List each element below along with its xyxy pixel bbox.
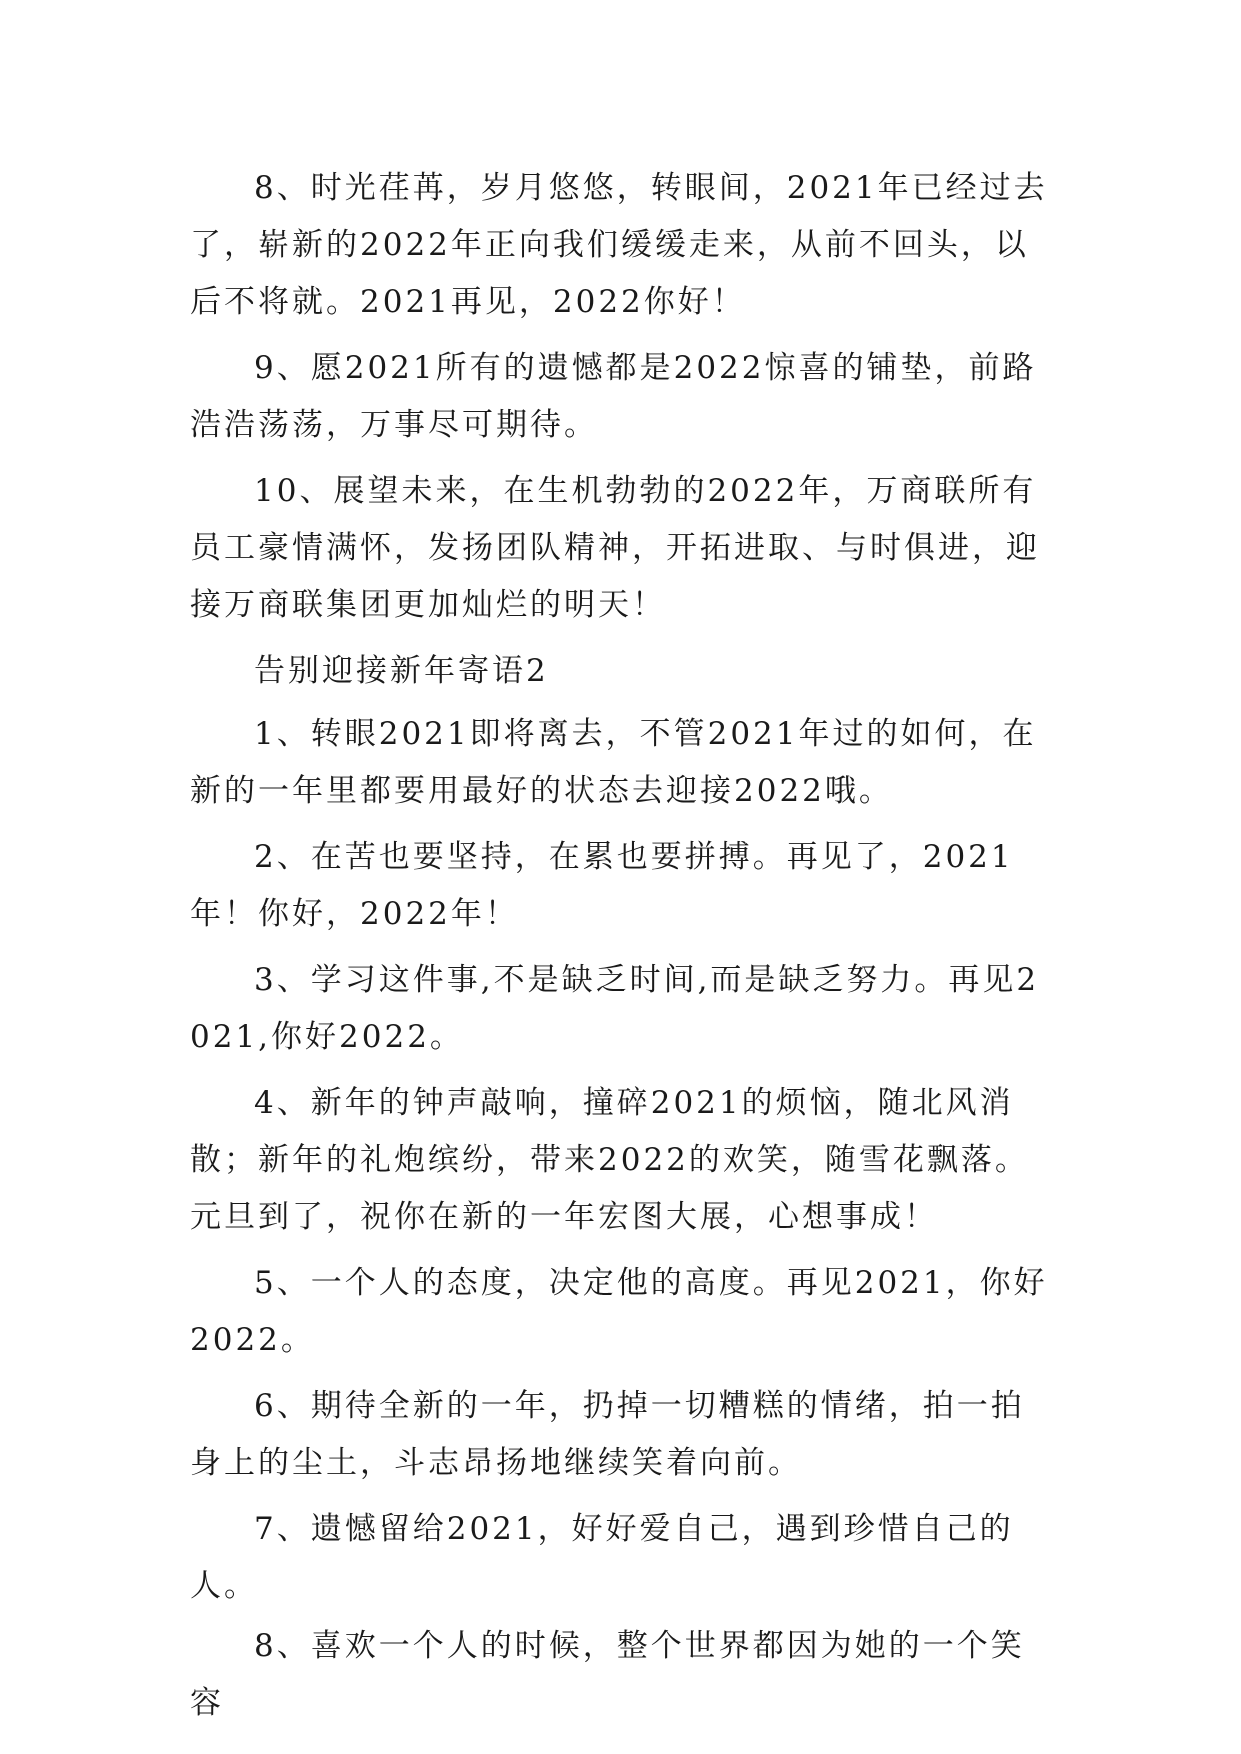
paragraph-item-8b: 8、喜欢一个人的时候，整个世界都因为她的一个笑容 bbox=[190, 1628, 1025, 1721]
paragraph-item-6: 6、期待全新的一年，扔掉一切糟糕的情绪，拍一拍身上的尘土，斗志昂扬地继续笑着向前。 bbox=[190, 1388, 1025, 1481]
section-title: 告别迎接新年寄语2 bbox=[254, 653, 549, 689]
paragraph-item-10: 10、展望未来，在生机勃勃的2022年，万商联所有员工豪情满怀，发扬团队精神，开拓进取、与时俱进，迎接万商联集团更加灿烂的明天！ bbox=[190, 473, 1040, 623]
paragraph-item-8a: 8、时光荏苒，岁月悠悠，转眼间，2021年已经过去了，崭新的2022年正向我们缓缓走来，从前不回头，以后不将就。2021再见，2022你好！ bbox=[190, 170, 1048, 320]
document-body bbox=[190, 160, 1052, 1741]
paragraph-item-2: 2、在苦也要坚持，在累也要拼搏。再见了，2021年！你好，2022年！ bbox=[190, 839, 1014, 932]
paragraph-item-9: 9、愿2021所有的遗憾都是2022惊喜的铺垫，前路浩浩荡荡，万事尽可期待。 bbox=[190, 350, 1037, 443]
paragraph-item-1: 1、转眼2021即将离去，不管2021年过的如何，在新的一年里都要用最好的状态去迎接2022哦。 bbox=[190, 716, 1037, 809]
paragraph-item-3: 3、学习这件事,不是缺乏时间,而是缺乏努力。再见2021,你好2022。 bbox=[190, 962, 1040, 1055]
paragraph-item-5: 5、一个人的态度，决定他的高度。再见2021，你好2022。 bbox=[190, 1265, 1048, 1358]
paragraph-item-7: 7、遗憾留给2021，好好爱自己，遇到珍惜自己的人。 bbox=[190, 1511, 1014, 1604]
paragraph-item-4: 4、新年的钟声敲响，撞碎2021的烦恼，随北风消散；新年的礼炮缤纷，带来2022的欢笑，随雪花飘落。元旦到了，祝你在新的一年宏图大展，心想事成！ bbox=[190, 1085, 1029, 1235]
